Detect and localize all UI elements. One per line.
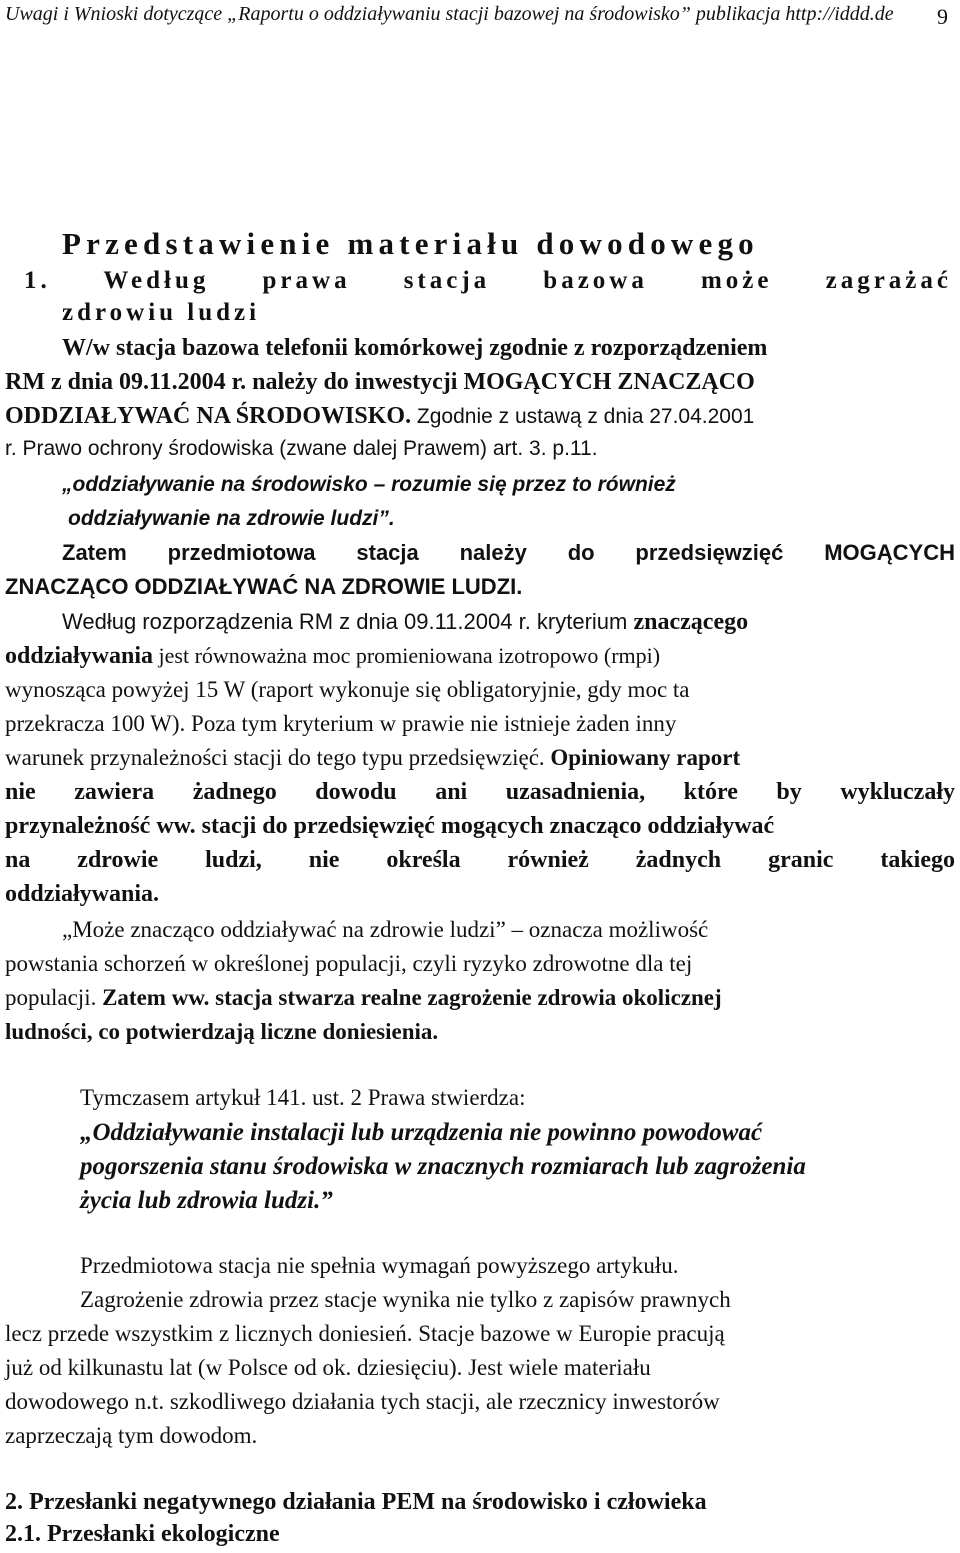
body-line: przekracza 100 W). Poza tym kryterium w prawie nie istnieje żaden inny [5, 711, 677, 736]
body-line: ludności, co potwierdzają liczne doniesienia. [5, 1019, 439, 1044]
body-line: r. Prawo ochrony środowiska (zwane dalej Prawem) art. 3. p.11. [5, 437, 598, 460]
emphasis: znaczącego [633, 609, 749, 635]
body-line: przynależność ww. stacji do przedsięwzięć mogących znacząco oddziaływać [5, 813, 775, 839]
emphasis: oddziaływania [5, 643, 154, 669]
quote-line: „Oddziaływanie instalacji lub urządzenia nie powinno powodować [80, 1119, 763, 1146]
quote-line: pogorszenia stanu środowiska w znacznych rozmiarach lub zagrożenia [80, 1153, 806, 1180]
quote-line: oddziaływanie na zdrowie ludzi”. [68, 507, 395, 530]
body-line: Zatem przedmiotowa stacja należy do przedsięwzięć MOGĄCYCH [62, 540, 955, 565]
body-line: nie zawiera żadnego dowodu ani uzasadnienia, które by wykluczały [5, 779, 955, 805]
section-title: Przedstawienie materiału dowodowego [62, 226, 759, 261]
running-header [5, 4, 955, 24]
body-line: wynosząca powyżej 15 W (raport wykonuje się obligatoryjnie, gdy moc ta [5, 677, 690, 702]
body-line: na zdrowie ludzi, nie określa również żadnych granic takiego [5, 847, 955, 873]
page-number: 9 [937, 4, 948, 29]
body-line: powstania schorzeń w określonej populacji, czyli ryzyko zdrowotne dla tej [5, 951, 693, 976]
body-line [5, 746, 955, 769]
heading-1-line-1: 1. Według prawa stacja bazowa może zagrażać [24, 267, 952, 294]
body-text: jest równoważna moc promieniowana izotropowo (rmpi) [153, 643, 661, 668]
body-line: oddziaływania. [5, 881, 160, 907]
body-line: Zagrożenie zdrowia przez stacje wynika nie tylko z zapisów prawnych [80, 1287, 731, 1312]
body-line: RM z dnia 09.11.2004 r. należy do inwestycji MOGĄCYCH ZNACZĄCO [5, 369, 755, 395]
body-line [5, 644, 955, 668]
body-line: Przedmiotowa stacja nie spełnia wymagań powyższego artykułu. [80, 1253, 679, 1278]
body-text: populacji. [5, 985, 103, 1010]
body-text: warunek przynależności stacji do tego typu przedsięwzięć. [5, 745, 551, 770]
body-line [5, 404, 955, 428]
body-line: dowodowego n.t. szkodliwego działania tych stacji, ale rzecznicy inwestorów [5, 1389, 720, 1414]
emphasis: ODDZIAŁYWAĆ NA ŚRODOWISKO. [5, 403, 412, 429]
body-text: Zgodnie z ustawą z dnia 27.04.2001 [411, 405, 755, 428]
quote-line: życia lub zdrowia ludzi.” [80, 1187, 333, 1214]
body-line: lecz przede wszystkim z licznych doniesień. Stacje bazowe w Europie pracują [5, 1321, 725, 1346]
body-text: Według rozporządzenia RM z dnia 09.11.2004 r. kryterium [62, 609, 634, 634]
heading-2-1: 2.1. Przesłanki ekologiczne [5, 1521, 280, 1547]
body-line: Tymczasem artykuł 141. ust. 2 Prawa stwierdza: [80, 1085, 526, 1110]
emphasis: Opiniowany raport [550, 745, 741, 770]
heading-1-line-2: zdrowiu ludzi [62, 299, 261, 326]
body-line: zaprzeczają tym dowodom. [5, 1423, 258, 1448]
body-line: „Może znacząco oddziaływać na zdrowie ludzi” – oznacza możliwość [62, 917, 709, 942]
body-line: ZNACZĄCO ODDZIAŁYWAĆ NA ZDROWIE LUDZI. [5, 574, 523, 599]
body-line: W/w stacja bazowa telefonii komórkowej zgodnie z rozporządzeniem [62, 335, 768, 361]
body-line [62, 610, 955, 634]
quote-line: „oddziaływanie na środowisko – rozumie się przez to również [62, 473, 676, 496]
body-line: już od kilkunastu lat (w Polsce od ok. dziesięciu). Jest wiele materiału [5, 1355, 651, 1380]
heading-2: 2. Przesłanki negatywnego działania PEM na środowisko i człowieka [5, 1489, 707, 1515]
running-header-text: Uwagi i Wnioski dotyczące „Raportu o oddziaływaniu stacji bazowej na środowisko” publikacja http://iddd.de [5, 3, 894, 25]
body-line [5, 986, 955, 1009]
emphasis: Zatem ww. stacja stwarza realne zagrożenie zdrowia okolicznej [102, 985, 722, 1010]
